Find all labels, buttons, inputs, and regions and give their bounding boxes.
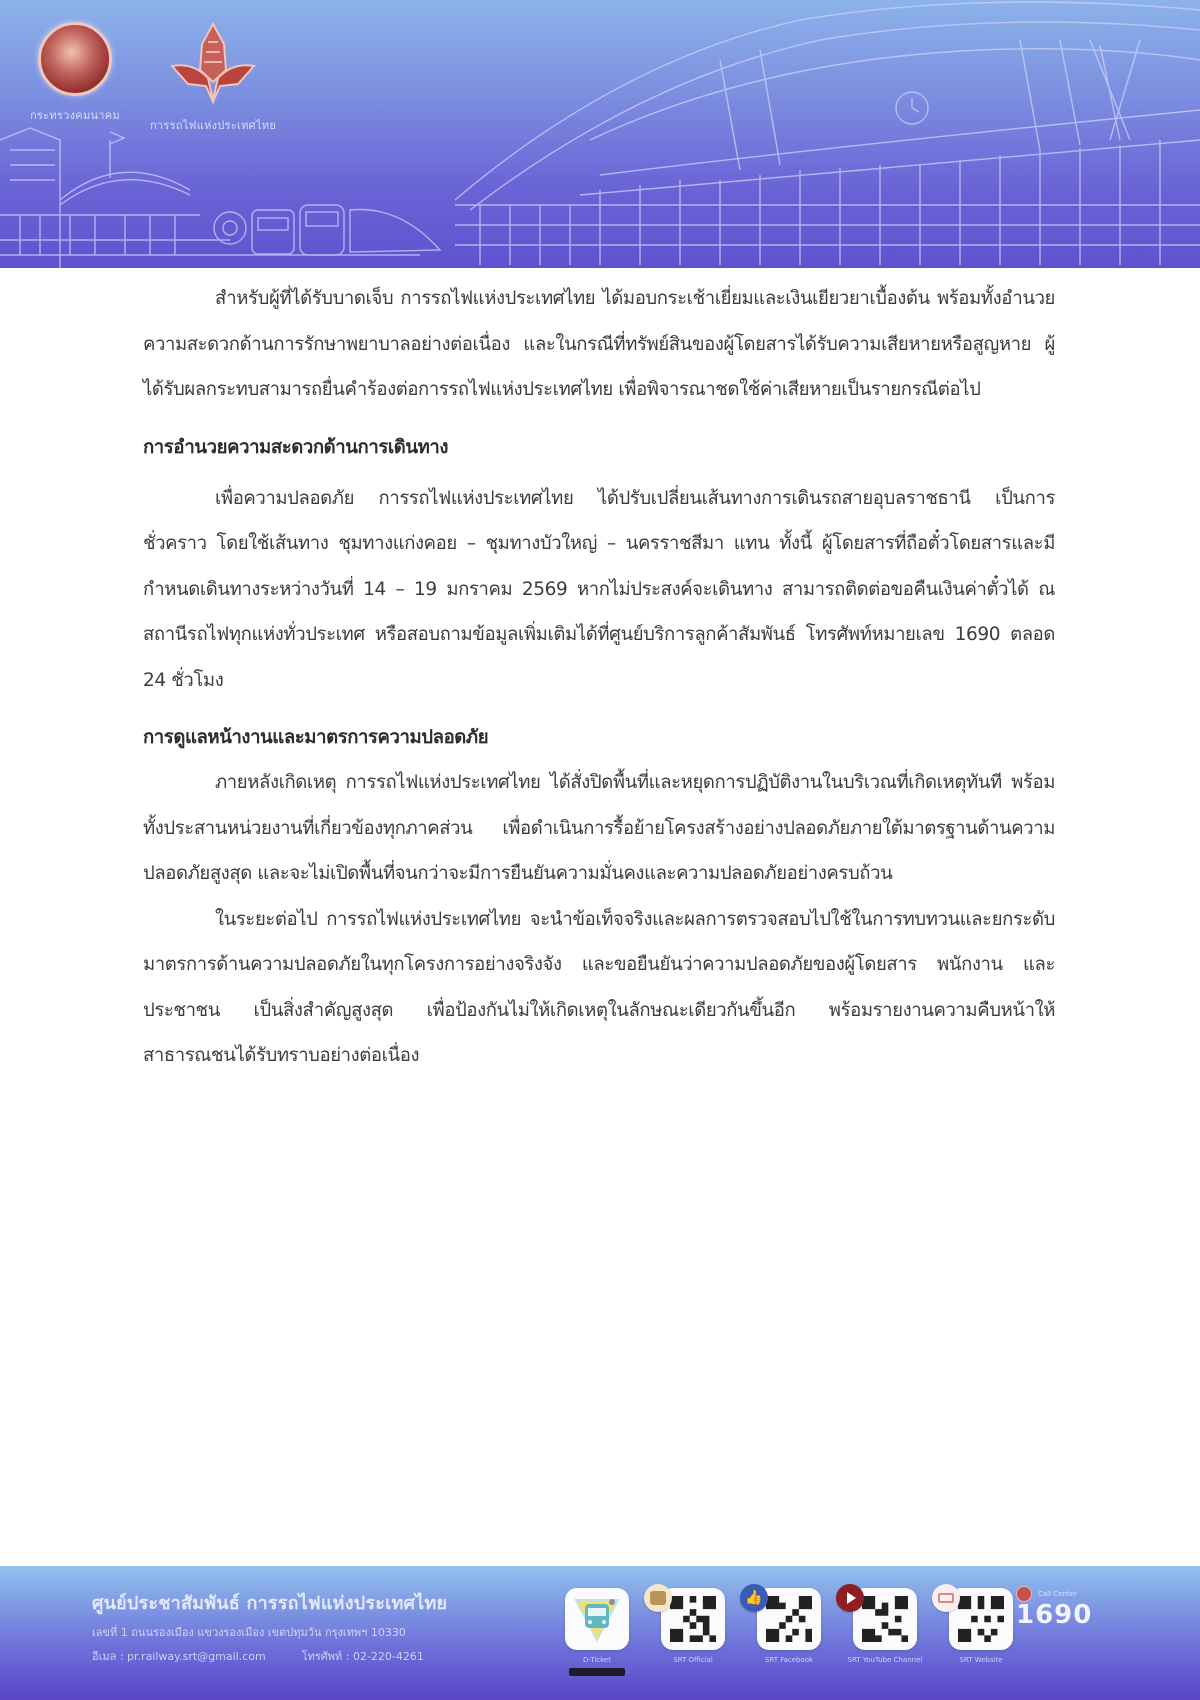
call-center-number[interactable]: 1690: [1016, 1600, 1093, 1630]
ministry-label: กระทรวงคมนาคม: [30, 109, 120, 122]
footer-phone: โทรศัพท์ : 02-220-4261: [301, 1650, 424, 1663]
line-icon: [644, 1584, 672, 1612]
qr-caption: SRT Facebook: [764, 1656, 814, 1664]
qr-code-youtube[interactable]: [848, 1588, 922, 1665]
heading-travel-assistance: การอำนวยความสะดวกด้านการเดินทาง: [143, 436, 449, 458]
srt-winged-emblem-icon: [168, 22, 258, 106]
footer-contact: [92, 1588, 447, 1665]
website-icon: [932, 1584, 960, 1612]
footer-org-name: ศูนย์ประชาสัมพันธ์ การรถไฟแห่งประเทศไทย: [92, 1593, 448, 1614]
qr-code-line[interactable]: [656, 1588, 730, 1665]
srt-label: การรถไฟแห่งประเทศไทย: [150, 119, 277, 132]
call-center-label: Call Center: [1038, 1590, 1077, 1598]
ministry-seal-icon: [38, 22, 112, 96]
qr-code-icon: [958, 1596, 1004, 1642]
qr-caption: SRT YouTube Channel: [847, 1656, 923, 1664]
qr-caption: SRT Website: [959, 1656, 1003, 1664]
paragraph-injured-compensation: สำหรับผู้ที่ได้รับบาดเจ็บ การรถไฟแห่งประเทศไทย ได้มอบกระเช้าเยี่ยมและเงินเยียวยาเบื้องต้น พร้อมทั้งอำนวยความสะดวกด้านการรักษาพยาบาลอย่างต่อเนื่อง และในกรณีที่ทรัพย์สินของผู้โดยสารได้รับความเสียหายหรือสูญหาย ผู้ได้รับผลกระทบสามารถยื่นคำร้องต่อการรถไฟแห่งประเทศไทย เพื่อพิจารณาชดใช้ค่าเสียหายเป็นรายกรณีต่อไป: [143, 288, 1055, 400]
qr-caption: SRT Official: [673, 1656, 713, 1664]
qr-code-facebook[interactable]: [745, 1588, 826, 1665]
qr-code-icon: [670, 1596, 716, 1642]
youtube-icon: [836, 1584, 864, 1612]
app-download[interactable]: [560, 1588, 634, 1676]
facebook-icon: 👍: [740, 1584, 768, 1612]
qr-code-icon: [862, 1596, 908, 1642]
heading-site-safety: การดูแลหน้างานและมาตรการความปลอดภัย: [143, 727, 489, 748]
footer-qr-row: [560, 1588, 1018, 1676]
app-caption: D-Ticket: [583, 1656, 611, 1664]
document-body: [143, 276, 1055, 1079]
footer: [0, 1566, 1200, 1700]
paragraph-future-measures: ในระยะต่อไป การรถไฟแห่งประเทศไทย จะนำข้อเท็จจริงและผลการตรวจสอบไปใช้ในการทบทวนและยกระดับมาตรการด้านความปลอดภัยในทุกโครงการอย่างจริงจัง และขอยืนยันว่าความปลอดภัยของผู้โดยสาร พนักงาน และประชาชน เป็นสิ่งสำคัญสูงสุด เพื่อป้องกันไม่ให้เกิดเหตุในลักษณะเดียวกันขึ้นอีก พร้อมรายงานความคืบหน้าให้สาธารณชนได้รับทราบอย่างต่อเนื่อง: [143, 908, 1055, 1066]
ministry-of-transport-logo: [30, 22, 120, 124]
paragraph-route-change: เพื่อความปลอดภัย การรถไฟแห่งประเทศไทย ได้ปรับเปลี่ยนเส้นทางการเดินรถสายอุบลราชธานี เป็นการชั่วคราว โดยใช้เส้นทาง ชุมทางแก่งคอย – ชุมทางบัวใหญ่ – นครราชสีมา แทน ทั้งนี้ ผู้โดยสารที่ถือตั๋วโดยสารและมีกำหนดเดินทางระหว่างวันที่ 14 – 19 มกราคม 2569 หากไม่ประสงค์จะเดินทาง สามารถติดต่อขอคืนเงินค่าตั๋วได้ ณ สถานีรถไฟทุกแห่งทั่วประเทศ หรือสอบถามข้อมูลเพิ่มเติมได้ที่ศูนย์บริการลูกค้าสัมพันธ์ โทรศัพท์หมายเลข 1690 ตลอด 24 ชั่วโมง: [143, 487, 1055, 691]
header-banner: [0, 0, 1200, 268]
paragraph-site-closure: ภายหลังเกิดเหตุ การรถไฟแห่งประเทศไทย ได้สั่งปิดพื้นที่และหยุดการปฏิบัติงานในบริเวณที่เกิดเหตุทันที พร้อมทั้งประสานหน่วยงานที่เกี่ยวข้องทุกภาคส่วน เพื่อดำเนินการรื้อย้ายโครงสร้างอย่างปลอดภัยภายใต้มาตรฐานด้านความปลอดภัยสูงสุด และจะไม่เปิดพื้นที่จนกว่าจะมีการยืนยันความมั่นคงและความปลอดภัยอย่างครบถ้วน: [143, 772, 1055, 884]
app-store-badges[interactable]: [569, 1668, 625, 1676]
train-app-icon[interactable]: [565, 1588, 629, 1650]
footer-address: เลขที่ 1 ถนนรองเมือง แขวงรองเมือง เขตปทุมวัน กรุงเทพฯ 10330: [92, 1626, 406, 1639]
footer-email[interactable]: อีเมล : pr.railway.srt@gmail.com: [92, 1650, 266, 1663]
call-center[interactable]: [1016, 1586, 1092, 1630]
footer-email-phone: [92, 1647, 447, 1665]
qr-code-website[interactable]: [944, 1588, 1018, 1665]
srt-logo: [150, 22, 276, 134]
qr-code-icon: [766, 1596, 812, 1642]
